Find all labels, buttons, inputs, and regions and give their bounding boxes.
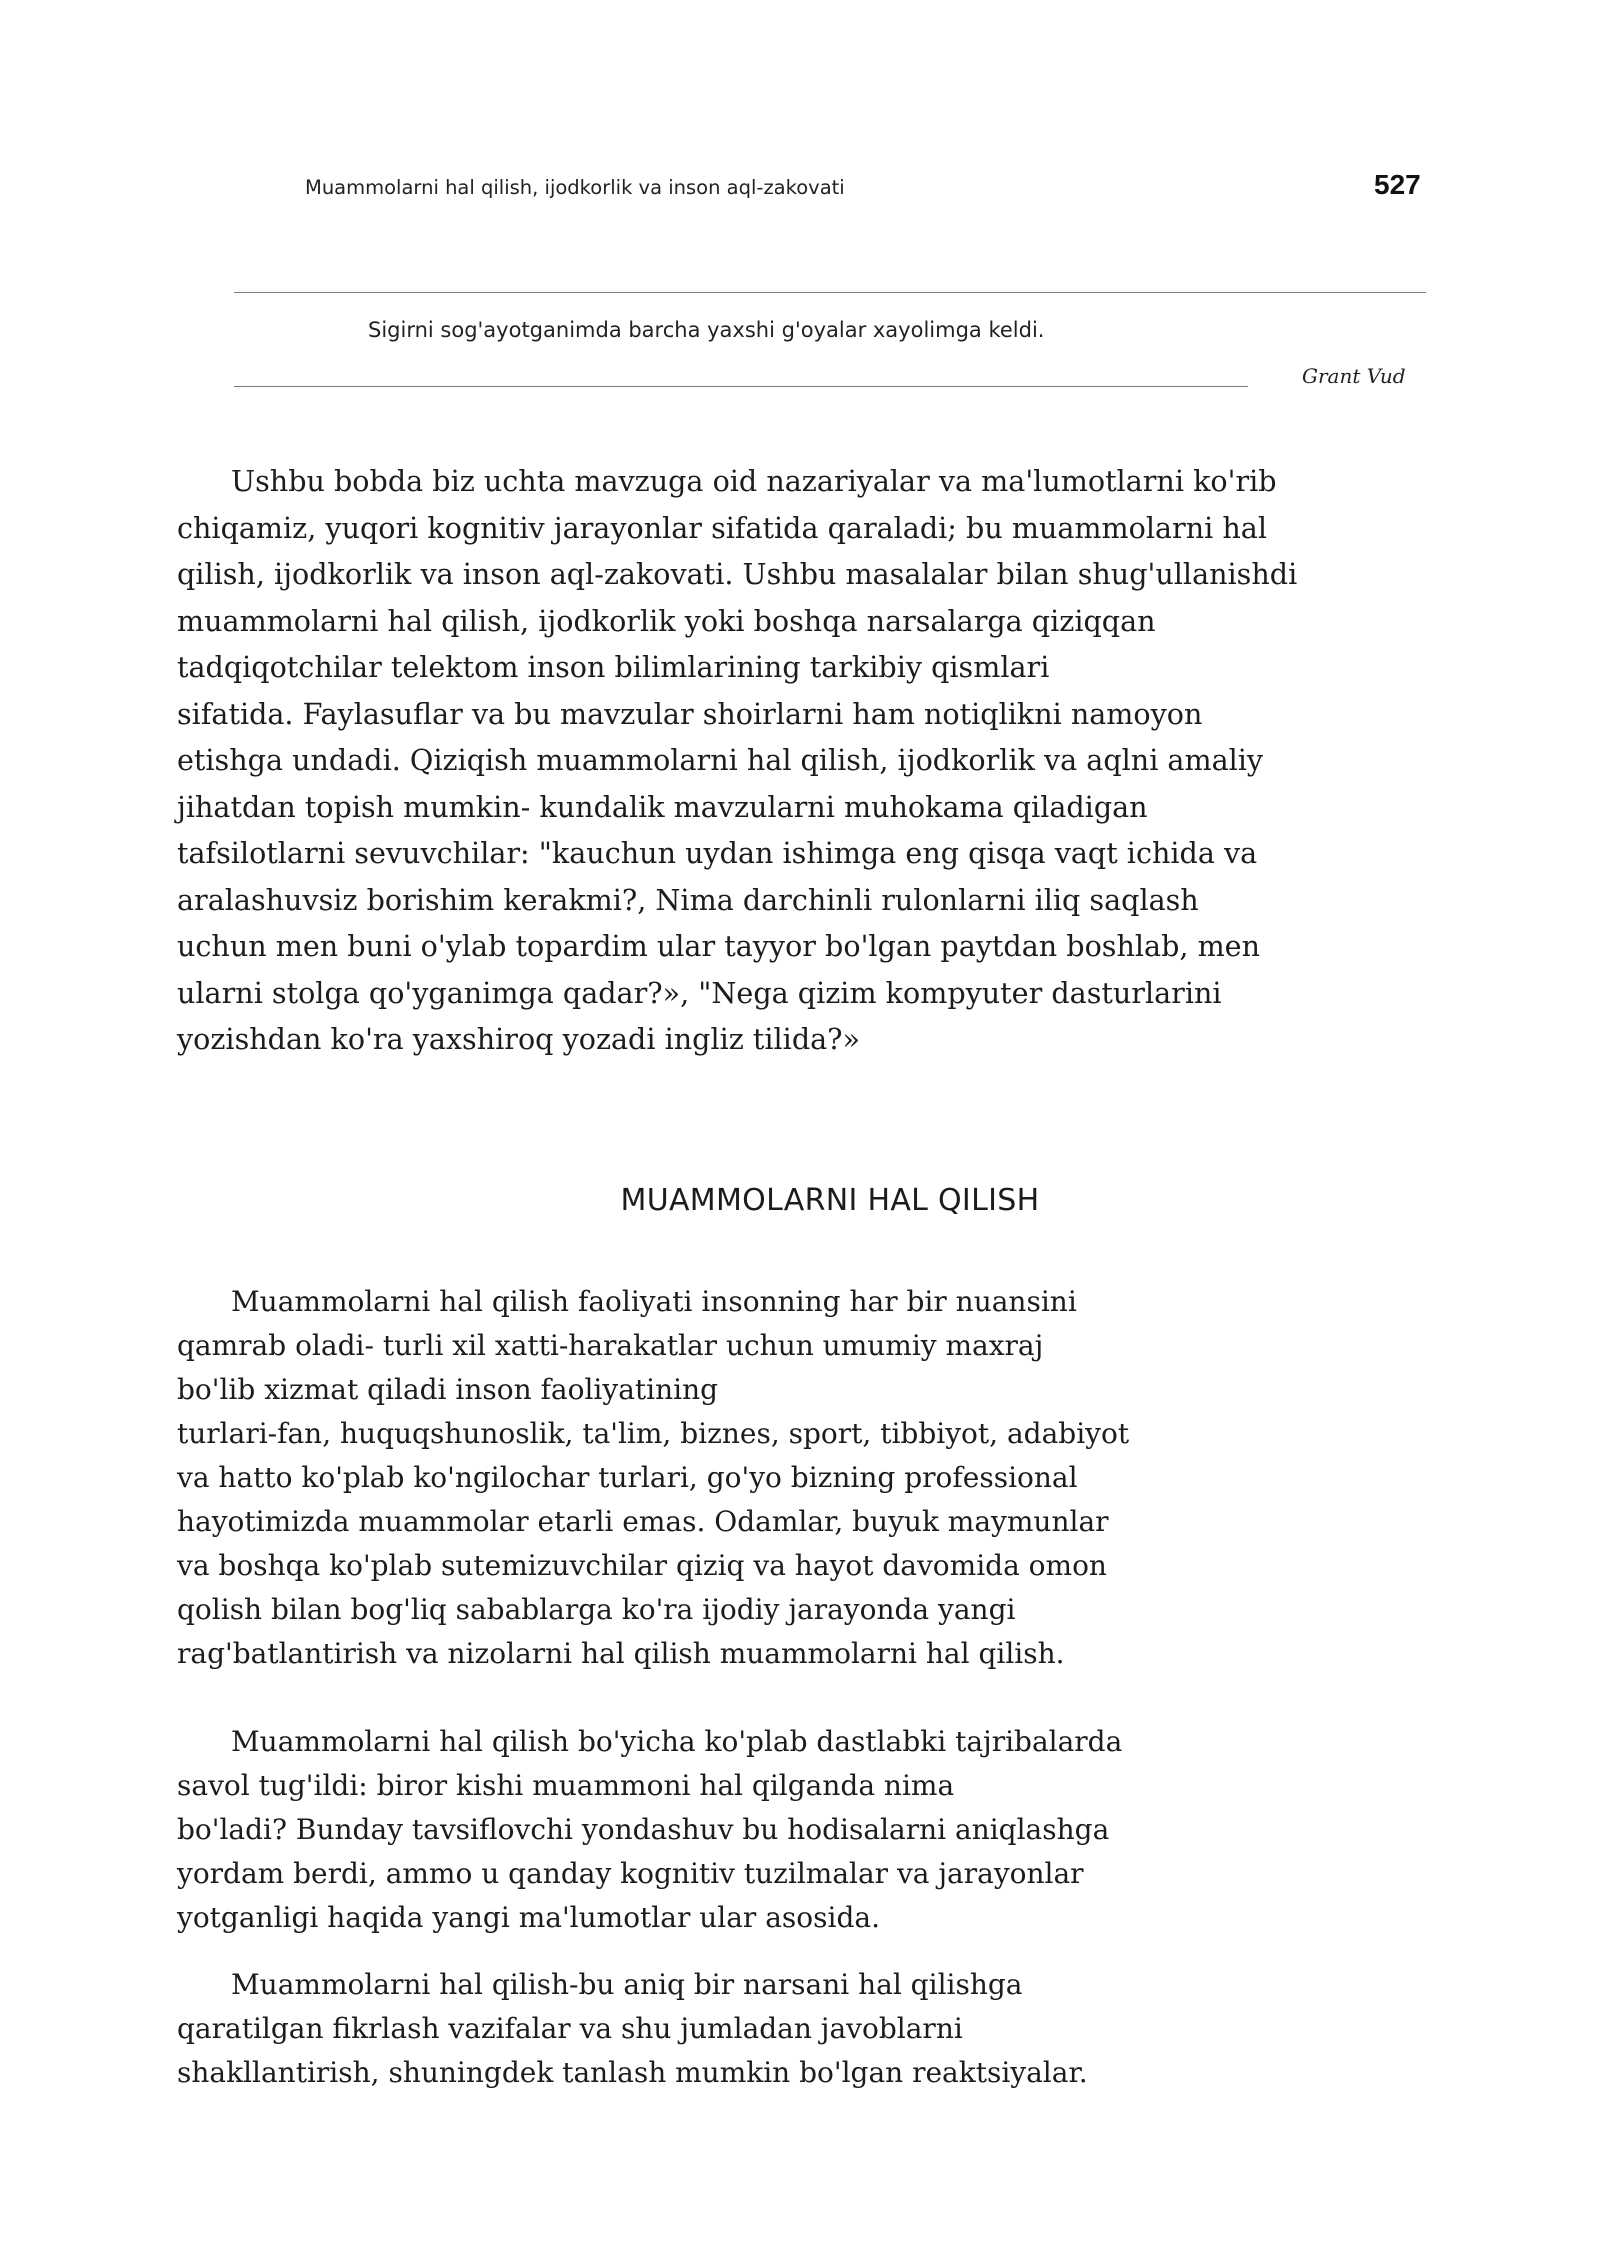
text-line: Ushbu bobda biz uchta mavzuga oid nazariyalar va ma'lumotlarni ko'rib [231, 464, 1277, 498]
text-line: savol tug'ildi: biror kishi muammoni hal qilganda nima [177, 1769, 955, 1802]
text-line: shakllantirish, shuningdek tanlash mumkin bo'lgan reaktsiyalar. [177, 2056, 1088, 2089]
epigraph-author: Grant Vud [1302, 364, 1406, 388]
text-line: qolish bilan bog'liq sabablarga ko'ra ijodiy jarayonda yangi [177, 1593, 1016, 1626]
text-line: uchun men buni o'ylab topardim ular tayyor bo'lgan paytdan boshlab, men [177, 929, 1261, 963]
text-line: qilish, ijodkorlik va inson aql-zakovati. Ushbu masalalar bilan shug'ullanishdi [177, 557, 1298, 591]
page-number: 527 [1374, 169, 1421, 200]
text-line: turlari-fan, huquqshunoslik, ta'lim, biznes, sport, tibbiyot, adabiyot [177, 1417, 1130, 1450]
text-line: qamrab oladi- turli xil xatti-harakatlar uchun umumiy maxraj [177, 1329, 1044, 1362]
text-line: qaratilgan fikrlash vazifalar va shu jumladan javoblarni [177, 2012, 963, 2045]
body-paragraph-3 [177, 1963, 1088, 2095]
text-line: va hatto ko'plab ko'ngilochar turlari, go'yo bizning professional [177, 1461, 1078, 1494]
text-line: hayotimizda muammolar etarli emas. Odamlar, buyuk maymunlar [177, 1505, 1109, 1538]
text-line: sifatida. Faylasuflar va bu mavzular shoirlarni ham notiqlikni namoyon [177, 696, 1203, 731]
text-line: chiqamiz, yuqori kognitiv jarayonlar sifatida qaraladi; bu muammolarni hal [177, 510, 1267, 545]
text-line: va boshqa ko'plab sutemizuvchilar qiziq va hayot davomida omon [177, 1549, 1107, 1582]
text-line: etishga undadi. Qiziqish muammolarni hal qilish, ijodkorlik va aqlni amaliy [177, 743, 1264, 777]
running-title: Muammolarni hal qilish, ijodkorlik va inson aql-zakovati [305, 176, 845, 199]
text-line: tafsilotlarni sevuvchilar: "kauchun uydan ishimga eng qisqa vaqt ichida va [177, 836, 1258, 870]
section-heading: MUAMMOLARNI HAL QILISH [620, 1183, 1040, 1218]
text-line: aralashuvsiz borishim kerakmi?, Nima darchinli rulonlarni iliq saqlash [177, 882, 1199, 917]
text-line: yotganligi haqida yangi ma'lumotlar ular asosida. [177, 1901, 880, 1934]
text-line: tadqiqotchilar telektom inson bilimlarining tarkibiy qismlari [177, 650, 1050, 684]
text-line: Muammolarni hal qilish faoliyati insonning har bir nuansini [231, 1285, 1077, 1318]
epigraph-quote: Sigirni sog'ayotganimda barcha yaxshi g'oyalar xayolimga keldi. [368, 318, 1045, 342]
epigraph-bottom-rule [234, 386, 1248, 387]
text-line: Muammolarni hal qilish bo'yicha ko'plab dastlabki tajribalarda [231, 1725, 1123, 1758]
text-line: yordam berdi, ammo u qanday kognitiv tuzilmalar va jarayonlar [177, 1857, 1084, 1890]
body-paragraph-1 [177, 1280, 1129, 1676]
text-line: ularni stolga qo'yganimga qadar?», "Nega qizim kompyuter dasturlarini [177, 975, 1222, 1010]
text-line: muammolarni hal qilish, ijodkorlik yoki boshqa narsalarga qiziqqan [177, 603, 1156, 638]
epigraph-top-rule [234, 292, 1426, 293]
text-line: bo'ladi? Bunday tavsiflovchi yondashuv bu hodisalarni aniqlashga [177, 1813, 1110, 1846]
body-paragraph-2 [177, 1720, 1122, 1940]
text-line: yozishdan ko'ra yaxshiroq yozadi ingliz tilida?» [177, 1022, 860, 1056]
text-line: jihatdan topish mumkin- kundalik mavzularni muhokama qiladigan [177, 789, 1148, 824]
text-line: rag'batlantirish va nizolarni hal qilish muammolarni hal qilish. [177, 1637, 1065, 1670]
intro-paragraph [177, 458, 1297, 1063]
text-line: bo'lib xizmat qiladi inson faoliyatining [177, 1373, 719, 1406]
text-line: Muammolarni hal qilish-bu aniq bir narsani hal qilishga [231, 1968, 1023, 2001]
